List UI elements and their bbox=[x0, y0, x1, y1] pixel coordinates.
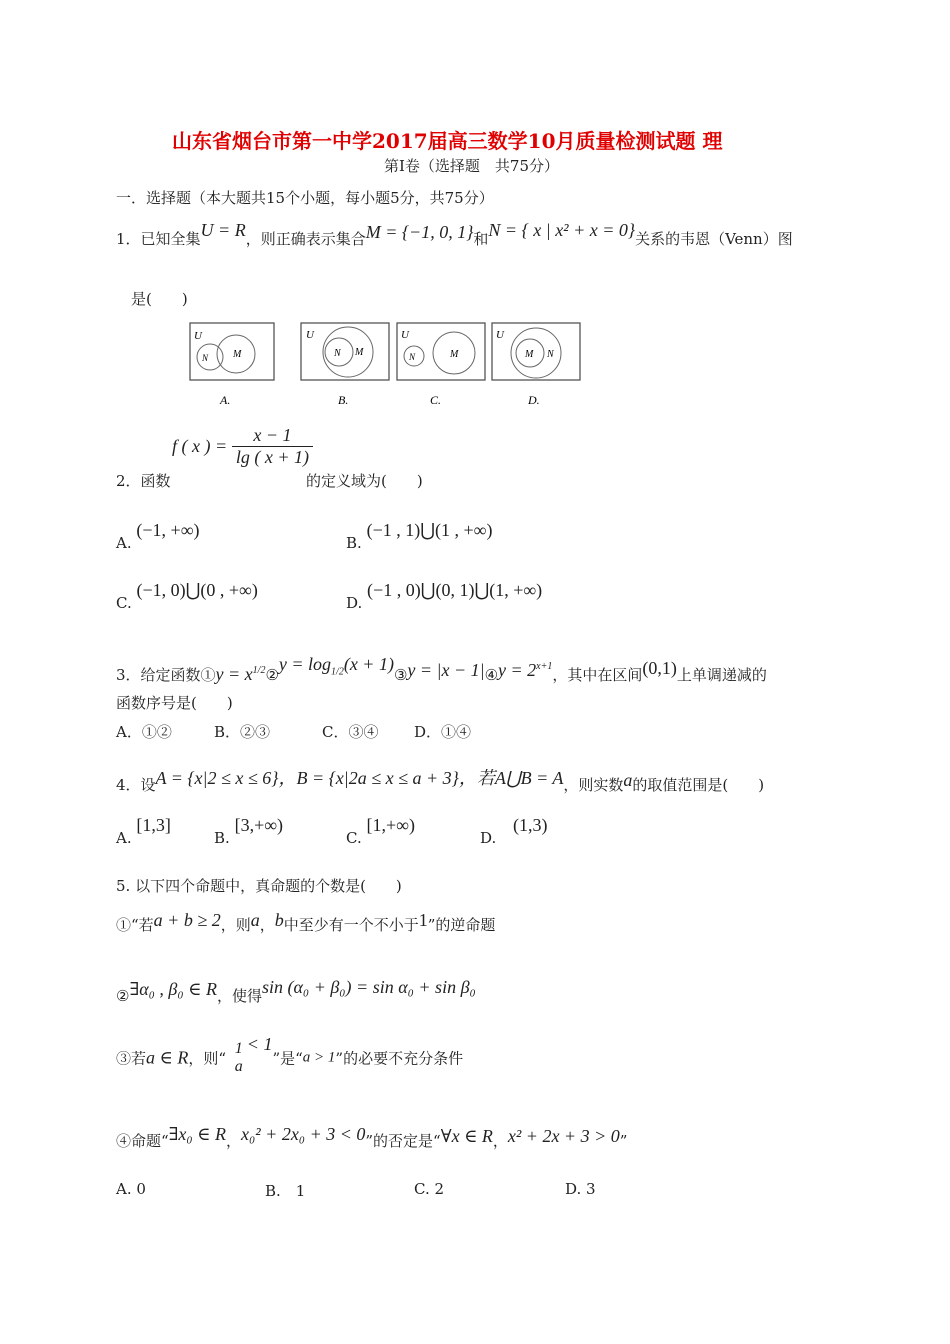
q5-p3-fraction: 1 a bbox=[234, 1040, 243, 1075]
venn-d bbox=[492, 323, 580, 407]
q5-p1-expr: a + b ≥ 2 bbox=[153, 910, 221, 930]
venn-b-m: M bbox=[355, 347, 364, 358]
q4-option-c-expr: [1,+∞) bbox=[366, 815, 415, 835]
q5-proposition-2: ②∃α₀ , β₀ ∈ R，使得sin (α₀ + β₀) = sin α₀ + sin β₀ bbox=[116, 977, 476, 1005]
q5-option-c[interactable]: C. 2 bbox=[414, 1180, 445, 1198]
venn-b-u: U bbox=[306, 329, 314, 341]
venn-c bbox=[397, 323, 485, 407]
q5-p2-equation: sin (α₀ + β₀) = sin α₀ + sin β₀ bbox=[261, 977, 476, 997]
venn-a-m: M bbox=[233, 349, 242, 360]
q3-interval: (0,1) bbox=[642, 658, 677, 678]
q1-suffix: 关系的韦恩（Venn）图 bbox=[635, 230, 793, 248]
venn-b bbox=[301, 323, 389, 407]
q2-prefix: 2．函数 bbox=[116, 472, 171, 490]
q2-option-a[interactable] bbox=[116, 520, 200, 552]
subtitle: 第I卷（选择题 共75分） bbox=[384, 157, 560, 175]
venn-d-n: N bbox=[547, 349, 554, 360]
venn-a-u: U bbox=[194, 330, 202, 342]
q2-option-d-label: D. bbox=[346, 594, 363, 612]
q4-option-b[interactable] bbox=[214, 815, 284, 847]
q2-denominator: lg ( x + 1) bbox=[235, 447, 310, 467]
q4-option-a-expr: [1,3] bbox=[136, 815, 171, 835]
venn-a bbox=[190, 323, 274, 407]
q4-option-d-expr: (1,3) bbox=[513, 815, 548, 835]
q3-f2: $y = \log_{1/2}(x + 1)$ bbox=[278, 654, 394, 678]
q3-c2: ② bbox=[265, 666, 279, 684]
q2-option-d[interactable] bbox=[346, 580, 543, 612]
q3-option-d[interactable]: D．①④ bbox=[414, 723, 472, 741]
q3-f1-exponent: 1/2 bbox=[252, 665, 266, 676]
q4-option-b-label: B. bbox=[214, 829, 230, 847]
venn-c-m: M bbox=[450, 349, 459, 360]
venn-a-n: N bbox=[202, 353, 209, 363]
q4-prefix: 4．设 bbox=[116, 776, 156, 794]
q2-option-b[interactable] bbox=[346, 520, 493, 552]
q5-option-b[interactable]: B. 1 bbox=[265, 1182, 306, 1200]
page-title: 山东省烟台市第一中学2017届高三数学10月质量检测试题 理 bbox=[172, 129, 723, 153]
q2-option-c[interactable] bbox=[116, 580, 258, 612]
q1-mid: ，则正确表示集合 bbox=[245, 230, 366, 248]
q2-fraction bbox=[232, 425, 313, 468]
q5-option-d[interactable]: D. 3 bbox=[565, 1180, 596, 1198]
q1-prefix: 1．已知全集 bbox=[116, 230, 201, 248]
question-4 bbox=[116, 770, 764, 796]
q1-and: 和 bbox=[473, 230, 489, 248]
q3-f4-exponent: x+1 bbox=[536, 661, 553, 672]
q4-option-c[interactable] bbox=[346, 815, 415, 847]
q4-a: a bbox=[623, 770, 633, 790]
q4-option-a-label: A. bbox=[116, 829, 132, 847]
q2-f: f ( x ) = bbox=[172, 436, 228, 456]
q2-option-c-expr: (−1, 0)⋃(0 , +∞) bbox=[136, 580, 258, 600]
q4-option-c-label: C. bbox=[346, 829, 362, 847]
q3-mid: ，其中在区间 bbox=[552, 666, 643, 684]
q2-option-d-expr: (−1 , 0)⋃(0, 1)⋃(1, +∞) bbox=[367, 580, 543, 600]
q3-suffix: 上单调递减的 bbox=[676, 666, 767, 684]
q3-c3: ③ bbox=[393, 666, 408, 684]
q3-c4: ④ bbox=[484, 666, 499, 684]
section-heading: 一．选择题（本大题共15个小题，每小题5分，共75分） bbox=[116, 189, 494, 207]
q2-option-a-label: A. bbox=[116, 534, 132, 552]
q3-prefix: 3．给定函数① bbox=[116, 666, 216, 684]
q4-suffix: 的取值范围是( ) bbox=[632, 776, 765, 794]
q4-mid: ，则实数 bbox=[563, 776, 624, 794]
q1-u: U = R bbox=[200, 220, 246, 240]
question-3 bbox=[116, 654, 767, 688]
q5-proposition-1: ①“若a + b ≥ 2，则a，b中至少有一个不小于1”的逆命题 bbox=[116, 910, 496, 934]
q4-sets: A = {x|2 ≤ x ≤ 6}，B = {x|2a ≤ x ≤ a + 3}，若A⋃B = A bbox=[155, 768, 564, 788]
venn-diagrams bbox=[186, 320, 586, 412]
q3-line2: 函数序号是( ) bbox=[116, 694, 233, 712]
q2-option-c-label: C. bbox=[116, 594, 132, 612]
q2-option-b-expr: (−1 , 1)⋃(1 , +∞) bbox=[366, 520, 493, 540]
venn-a-label: A. bbox=[220, 393, 231, 407]
q1-line2: 是( ) bbox=[131, 290, 188, 308]
q2-option-a-expr: (−1, +∞) bbox=[136, 520, 200, 540]
q4-option-d[interactable] bbox=[480, 815, 548, 847]
venn-c-n: N bbox=[409, 352, 416, 362]
venn-b-label: B. bbox=[338, 393, 349, 407]
q3-f4: $y = 2^{x+1}$ bbox=[498, 660, 553, 680]
q5-proposition-3: ③若a ∈ R，则“ 1 a < 1”是“a > 1”的必要不充分条件 bbox=[116, 1033, 464, 1075]
q3-option-c[interactable]: C．③④ bbox=[322, 723, 379, 741]
q2-function bbox=[172, 425, 313, 468]
q1-n: N = { x | x² + x = 0} bbox=[488, 220, 636, 240]
q2-option-b-label: B. bbox=[346, 534, 362, 552]
q1-m: M = {−1, 0, 1} bbox=[365, 222, 474, 242]
venn-b-n: N bbox=[334, 348, 341, 359]
q3-option-b[interactable]: B．②③ bbox=[214, 723, 271, 741]
q3-f2-base: 1/2 bbox=[331, 666, 344, 678]
venn-d-m: M bbox=[525, 349, 534, 360]
venn-c-label: C. bbox=[430, 393, 442, 407]
question-1 bbox=[116, 220, 793, 249]
venn-d-label: D. bbox=[528, 393, 540, 407]
q4-option-a[interactable] bbox=[116, 815, 171, 847]
q4-option-b-expr: [3,+∞) bbox=[234, 815, 284, 835]
q4-option-d-label: D. bbox=[480, 829, 497, 847]
q2-numerator: x − 1 bbox=[232, 425, 313, 447]
q5-proposition-4: ④命题“∃x₀ ∈ R，x₀² + 2x₀ + 3 < 0”的否定是“∀x ∈ R，x² + 2x + 3 > 0” bbox=[116, 1124, 628, 1150]
q5-p2-exists: ∃α₀ , β₀ ∈ R bbox=[129, 979, 217, 999]
q3-option-a[interactable]: A．①② bbox=[116, 723, 172, 741]
venn-c-u: U bbox=[401, 329, 409, 341]
q2-suffix: 的定义域为( ) bbox=[306, 472, 423, 490]
q3-f1: $y = x^{1/2}$ bbox=[215, 664, 266, 684]
q3-f3: y = |x − 1| bbox=[407, 660, 485, 680]
q5-option-a[interactable]: A. 0 bbox=[116, 1180, 146, 1198]
q5-stem: 5. 以下四个命题中，真命题的个数是( ) bbox=[116, 877, 402, 895]
venn-d-u: U bbox=[496, 329, 504, 341]
